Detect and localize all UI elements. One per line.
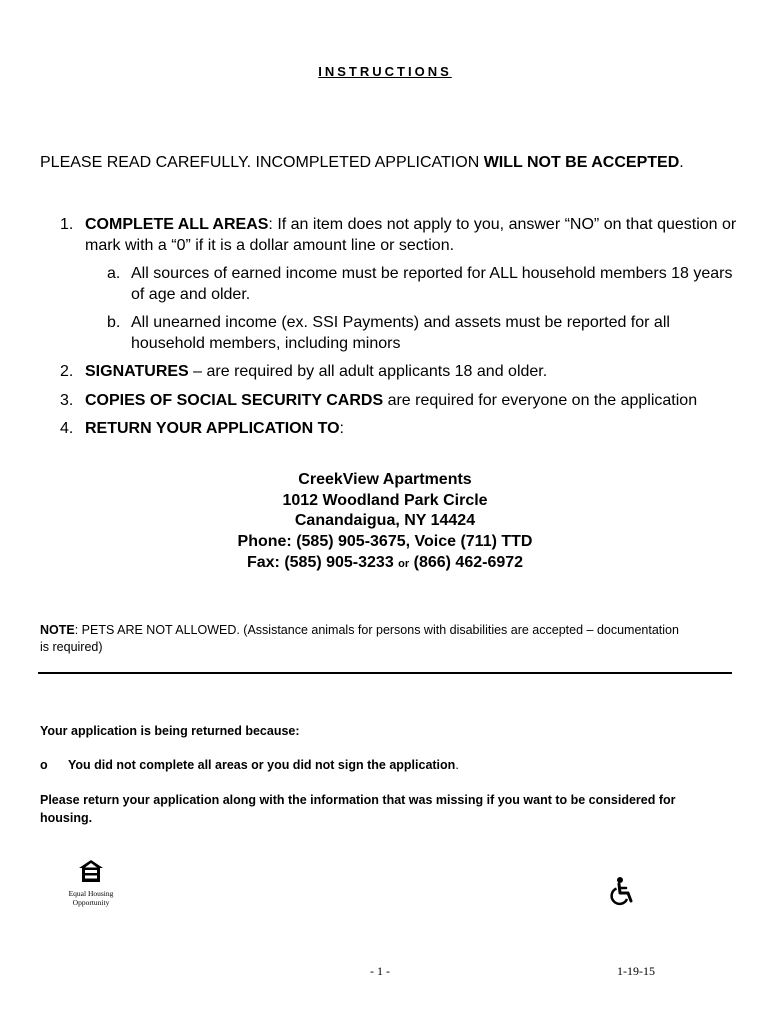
list-item: [40, 362, 740, 383]
intro-end: .: [679, 154, 684, 171]
address-fax: [0, 553, 770, 575]
item-number: 1.: [60, 216, 74, 233]
item-text: :: [339, 420, 344, 437]
item-text: are required for everyone on the application: [383, 391, 698, 409]
equal-housing-logo: [62, 858, 120, 907]
address-name: CreekView Apartments: [298, 471, 472, 488]
sub-item: [85, 313, 740, 354]
fax-suffix: (866) 462-6972: [409, 553, 524, 571]
returned-reason-end: .: [455, 758, 459, 772]
list-item: [40, 391, 740, 412]
sub-item-letter: a.: [107, 265, 121, 282]
list-item: [40, 419, 740, 440]
checkbox-mark: o: [40, 758, 48, 772]
intro-paragraph: [40, 152, 730, 174]
item-heading: RETURN YOUR APPLICATION TO: [85, 420, 340, 437]
please-return-text: Please return your application along with the information that was missing if you want to be considered for housing.: [40, 793, 676, 825]
sub-item-text: All unearned income (ex. SSI Payments) and assets must be reported for all household members, including minors: [131, 314, 670, 352]
returned-reason-text: You did not complete all areas or you did not sign the application: [68, 758, 456, 772]
wheelchair-icon: [609, 876, 639, 911]
item-heading: SIGNATURES: [85, 363, 189, 380]
item-number: 4.: [60, 420, 74, 437]
section-divider: [38, 672, 732, 674]
page-title: INSTRUCTIONS: [318, 64, 452, 79]
item-number: 3.: [60, 391, 74, 409]
address-city: Canandaigua, NY 14424: [294, 512, 476, 530]
sub-item: [85, 264, 740, 305]
note-label: NOTE: [40, 623, 75, 637]
equal-housing-icon: [78, 858, 104, 884]
instruction-list: [40, 215, 740, 448]
eho-label-line1: Equal Housing: [68, 889, 114, 898]
fax-prefix: Fax: (585) 905-3233: [246, 553, 399, 571]
returned-heading: Your application is being returned because:: [40, 724, 300, 738]
item-text: – are required by all adult applicants 18 and older.: [188, 363, 548, 380]
returned-reason: [40, 758, 459, 772]
item-heading: COMPLETE ALL AREAS: [85, 216, 269, 233]
list-item: [40, 215, 740, 354]
sub-item-text: All sources of earned income must be reported for ALL household members 18 years of age and older.: [131, 265, 733, 303]
address-street: 1012 Woodland Park Circle: [282, 491, 488, 509]
revision-date: 1-19-15: [617, 964, 655, 978]
note-text: : PETS ARE NOT ALLOWED. (Assistance animals for persons with disabilities are accepted – documentation is required): [40, 623, 679, 654]
address-phone: Phone: (585) 905-3675, Voice (711) TTD: [237, 533, 533, 551]
item-heading: COPIES OF SOCIAL SECURITY CARDS: [85, 391, 384, 409]
item-text: : If an item does not apply to you, answer “NO” on that question or mark with a “0” if it is a dollar amount line or section.: [85, 216, 737, 254]
sub-item-letter: b.: [107, 314, 121, 331]
intro-warning: WILL NOT BE ACCEPTED: [483, 154, 680, 171]
fax-or: or: [398, 557, 410, 570]
item-number: 2.: [60, 363, 74, 380]
eho-label-line2: Opportunity: [72, 898, 110, 907]
pet-note: [40, 622, 690, 656]
intro-text: PLEASE READ CAREFULLY. INCOMPLETED APPLICATION: [40, 154, 484, 171]
return-address: [0, 470, 770, 575]
page-number: - 1 -: [370, 964, 390, 978]
